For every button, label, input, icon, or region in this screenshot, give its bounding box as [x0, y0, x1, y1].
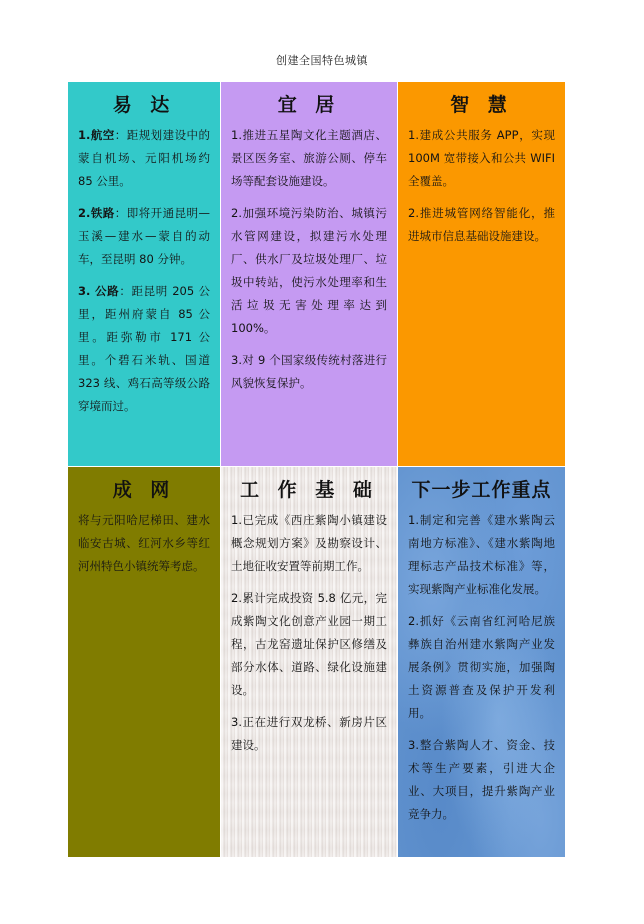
- paragraph-text: ：即将开通昆明—玉溪—建水—蒙自的动车，至昆明 80 分钟。: [78, 206, 211, 266]
- paragraph-text: 2.累计完成投资 5.8 亿元，完成紫陶文化创意产业园一期工程，古龙窑遗址保护区修缮及部分水体、道路、绿化设施建设。: [231, 591, 387, 697]
- paragraph-lead: 2.铁路: [78, 206, 115, 220]
- panel-body-yiju: [231, 124, 387, 395]
- panel-zhihui: [398, 82, 565, 466]
- panel-paragraph: [408, 734, 555, 826]
- panel-body-chengwang: [78, 509, 210, 578]
- panel-heading-gongzuo: 工 作 基 础: [240, 479, 378, 501]
- paragraph-text: ：距昆明 205 公里，距州府蒙自 85 公里。距弥勒市 171 公里。个碧石米轨、国道 323 线、鸡石高等级公路穿境而过。: [78, 284, 210, 413]
- panel-heading-yiju: 宜 居: [277, 94, 341, 116]
- panel-xiayibu: [398, 467, 565, 857]
- paragraph-text: 1.制定和完善《建水紫陶云南地方标准》、《建水紫陶地理标志产品技术标准》等，实现紫陶产业标准化发展。: [408, 513, 555, 596]
- panel-paragraph: [231, 587, 387, 702]
- panel-gongzuo: [221, 467, 397, 857]
- paragraph-lead: 1.航空: [78, 128, 115, 142]
- panel-paragraph: [231, 124, 387, 193]
- panel-heading-xiayibu: 下一步工作重点: [411, 479, 552, 501]
- panel-body-xiayibu: [408, 509, 555, 826]
- paragraph-text: 1.推进五星陶文化主题酒店、景区医务室、旅游公厕、停车场等配套设施建设。: [231, 128, 387, 188]
- paragraph-text: 1.已完成《西庄紫陶小镇建设概念规划方案》及勘察设计、土地征收安置等前期工作。: [231, 513, 387, 573]
- paragraph-text: 将与元阳哈尼梯田、建水临安古城、红河水乡等红河州特色小镇统筹考虑。: [78, 513, 210, 573]
- panel-paragraph: [408, 509, 555, 601]
- panel-yiju: [221, 82, 397, 466]
- panel-chengwang: [68, 467, 220, 857]
- paragraph-text: 2.抓好《云南省红河哈尼族彝族自治州建水紫陶产业发展条例》贯彻实施，加强陶土资源普查及保护开发利用。: [408, 614, 555, 720]
- paragraph-text: ：距规划建设中的蒙自机场、元阳机场约 85 公里。: [78, 128, 211, 188]
- paragraph-lead: 3. 公路: [78, 284, 120, 298]
- panel-paragraph: [408, 124, 555, 193]
- paragraph-text: 2.加强环境污染防治、城镇污水管网建设，拟建污水处理厂、供水厂及垃圾处理厂、垃圾中转站，使污水处理率和生活垃圾无害处理率达到 100%。: [231, 206, 387, 335]
- panel-paragraph: [78, 509, 210, 578]
- panel-heading-zhihui: 智 慧: [450, 94, 513, 116]
- panel-body-zhihui: [408, 124, 555, 248]
- panel-paragraph: [78, 202, 210, 271]
- paragraph-text: 2.推进城管网络智能化，推进城市信息基础设施建设。: [408, 206, 555, 243]
- panel-paragraph: [78, 124, 210, 193]
- panel-yida: [68, 82, 220, 466]
- panel-paragraph: [408, 610, 555, 725]
- panel-paragraph: [231, 509, 387, 578]
- paragraph-text: 3.对 9 个国家级传统村落进行风貌恢复保护。: [231, 353, 387, 390]
- panel-heading-yida: 易 达: [112, 94, 176, 116]
- panel-body-gongzuo: [231, 509, 387, 757]
- panel-body-yida: [78, 124, 210, 418]
- panel-heading-chengwang: 成 网: [112, 479, 176, 501]
- paragraph-text: 1.建成公共服务 APP，实现 100M 宽带接入和公共 WIFI 全覆盖。: [408, 128, 555, 188]
- panel-paragraph: [231, 202, 387, 340]
- panel-paragraph: [231, 349, 387, 395]
- paragraph-text: 3.整合紫陶人才、资金、技术等生产要素，引进大企业、大项目，提升紫陶产业竞争力。: [408, 738, 555, 821]
- document-title: 创建全国特色城镇: [276, 54, 368, 67]
- panel-paragraph: [78, 280, 210, 418]
- paragraph-text: 3.正在进行双龙桥、新房片区建设。: [231, 715, 387, 752]
- panel-paragraph: [408, 202, 555, 248]
- panel-paragraph: [231, 711, 387, 757]
